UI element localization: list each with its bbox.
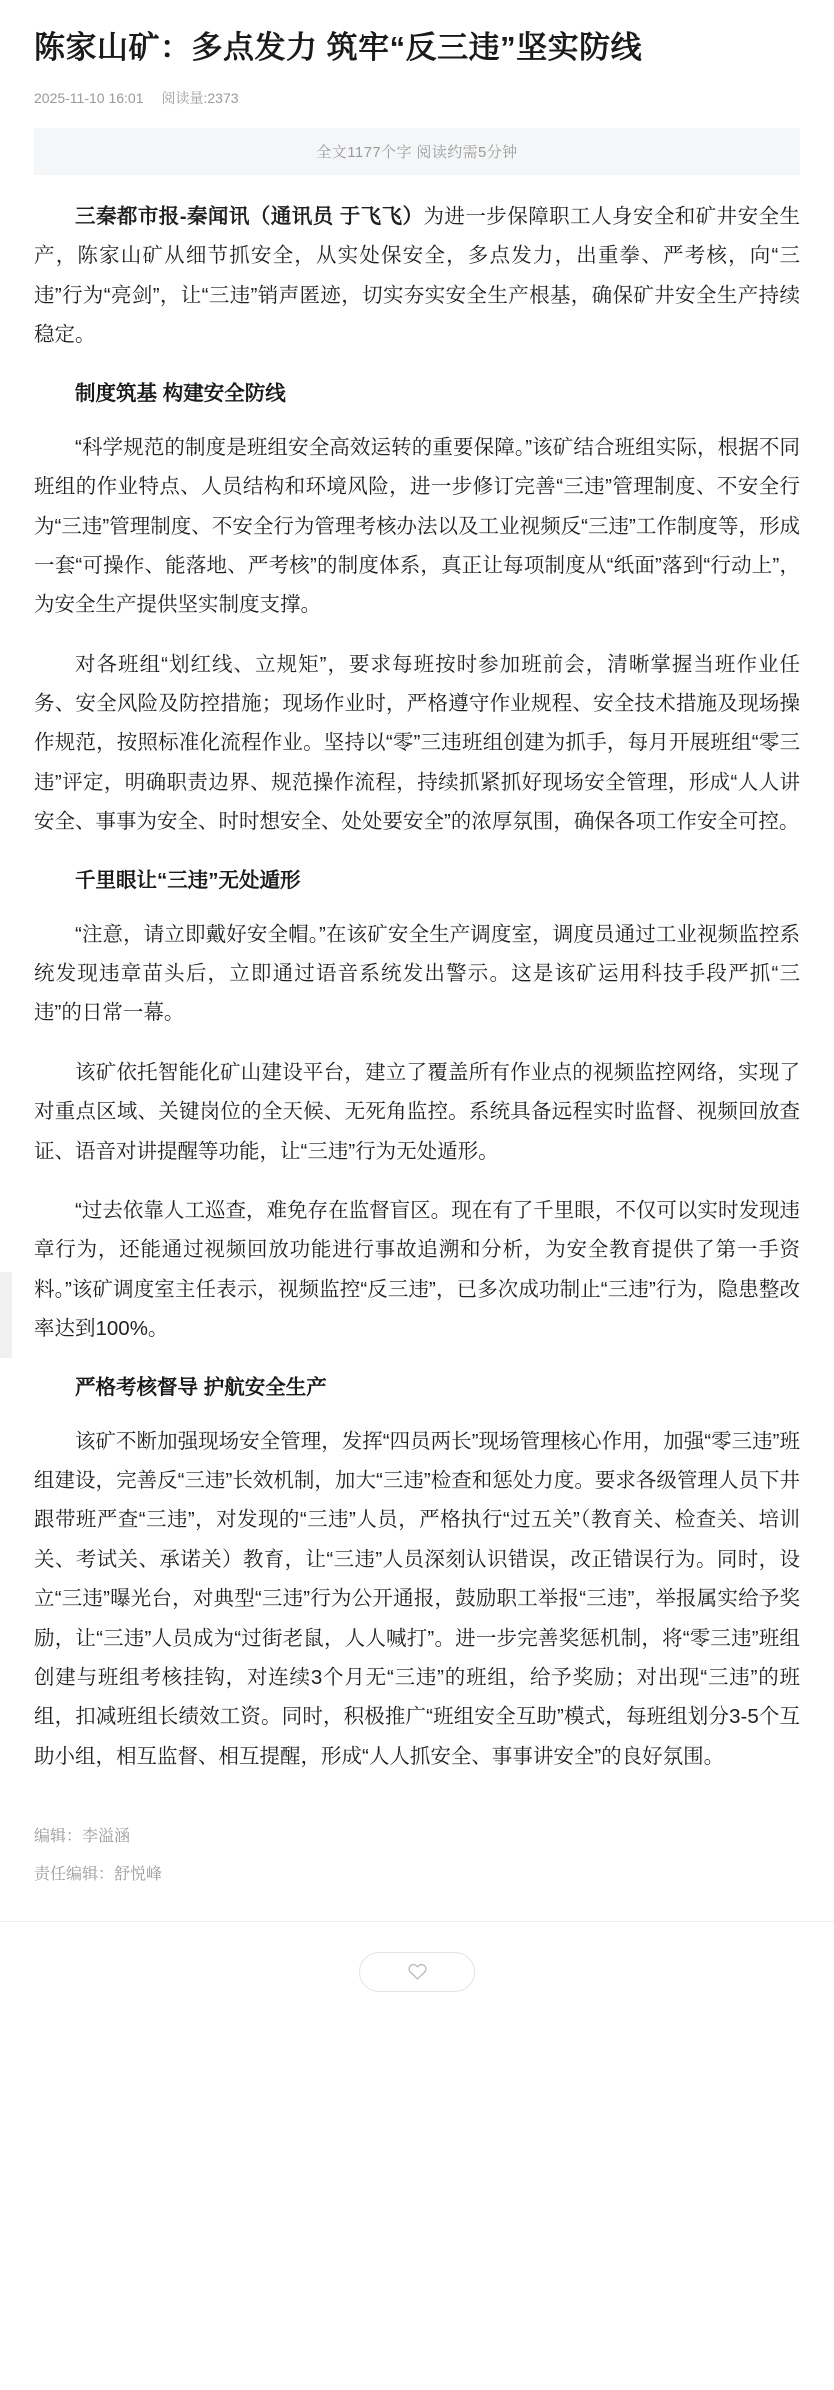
- like-bar: [0, 1922, 834, 2028]
- article-meta: [34, 88, 800, 108]
- section-heading-3: 严格考核督导 护航安全生产: [75, 1376, 327, 1400]
- section-heading-1: 制度筑基 构建安全防线: [75, 382, 286, 406]
- paragraph-2: 对各班组“划红线、立规矩”，要求每班按时参加班前会，清晰掌握当班作业任务、安全风险及防控措施；现场作业时，严格遵守作业规程、安全技术措施及现场操作规范，按照标准化流程作业。坚持以“零”三违班组创建为抓手，每月开展班组“零三违”评定，明确职责边界、规范操作流程，持续抓紧抓好现场安全管理，形成“人人讲安全、事事为安全、时时想安全、处处要安全”的浓厚氛围，确保各项工作安全可控。: [34, 652, 800, 834]
- lead-source: 三秦都市报-秦闻讯（通讯员 于飞飞）: [75, 205, 424, 229]
- paragraph-5: “过去依靠人工巡查，难免存在监督盲区。现在有了千里眼，不仅可以实时发现违章行为，还能通过视频回放功能进行事故追溯和分析，为安全教育提供了第一手资料。”该矿调度室主任表示，视频监控“反三违”，已多次成功制止“三违”行为，隐患整改率达到100%。: [34, 1198, 800, 1340]
- page-title: 陈家山矿：多点发力 筑牢“反三违”坚实防线: [34, 30, 643, 65]
- read-count: 阅读量:2373: [161, 90, 239, 107]
- paragraph-6: 该矿不断加强现场安全管理，发挥“四员两长”现场管理核心作用，加强“零三违”班组建设，完善反“三违”长效机制，加大“三违”检查和惩处力度。要求各级管理人员下井跟带班严查“三违”，对发现的“三违”人员，严格执行“过五关”（教育关、检查关、培训关、考试关、承诺关）教育，让“三违”人员深刻认识错误，改正错误行为。同时，设立“三违”曝光台，对典型“三违”行为公开通报，鼓励职工举报“三违”，举报属实给予奖励，让“三违”人员成为“过街老鼠，人人喊打”。进一步完善奖惩机制，将“零三违”班组创建与班组考核挂钩，对连续3个月无“三违”的班组，给予奖励；对出现“三违”的班组，扣减班组长绩效工资。同时，积极推广“班组安全互助”模式，每班组划分3-5个互助小组，相互监督、相互提醒，形成“人人抓安全、事事讲安全”的良好氛围。: [34, 1429, 800, 1768]
- paragraph-4: 该矿依托智能化矿山建设平台，建立了覆盖所有作业点的视频监控网络，实现了对重点区域、关键岗位的全天候、无死角监控。系统具备远程实时监督、视频回放查证、语音对讲提醒等功能，让“三违”行为无处遁形。: [34, 1060, 800, 1163]
- reading-time-bar: 全文1177个字 阅读约需5分钟: [34, 128, 800, 175]
- paragraph-lead: [34, 197, 800, 354]
- like-button[interactable]: [359, 1952, 475, 1992]
- paragraph-lead-text: 为进一步保障职工人身安全和矿井安全生产，陈家山矿从细节抓安全，从实处保安全，多点发力，出重拳、严考核，向“三违”行为“亮剑”，让“三违”销声匿迹，切实夯实安全生产根基，确保矿井安全生产持续稳定。: [34, 205, 800, 347]
- section-heading-2: 千里眼让“三违”无处遁形: [75, 869, 301, 893]
- credit-chief-editor: 责任编辑：舒悦峰: [34, 1866, 163, 1884]
- heart-icon: [407, 1961, 428, 1982]
- paragraph-3: “注意，请立即戴好安全帽。”在该矿安全生产调度室，调度员通过工业视频监控系统发现违章苗头后，立即通过语音系统发出警示。这是该矿运用科技手段严抓“三违”的日常一幕。: [34, 922, 800, 1025]
- credits-block: [34, 1818, 800, 1903]
- publish-date: 2025-11-10 16:01: [34, 90, 144, 107]
- article-body: [34, 197, 800, 1776]
- credit-editor: 编辑：李溢涵: [34, 1827, 131, 1845]
- edge-marker: [0, 1272, 12, 1358]
- paragraph-1: “科学规范的制度是班组安全高效运转的重要保障。”该矿结合班组实际，根据不同班组的作业特点、人员结构和环境风险，进一步修订完善“三违”管理制度、不安全行为“三违”管理制度、不安全行为管理考核办法以及工业视频反“三违”工作制度等，形成一套“可操作、能落地、严考核”的制度体系，真正让每项制度从“纸面”落到“行动上”，为安全生产提供坚实制度支撑。: [34, 435, 800, 617]
